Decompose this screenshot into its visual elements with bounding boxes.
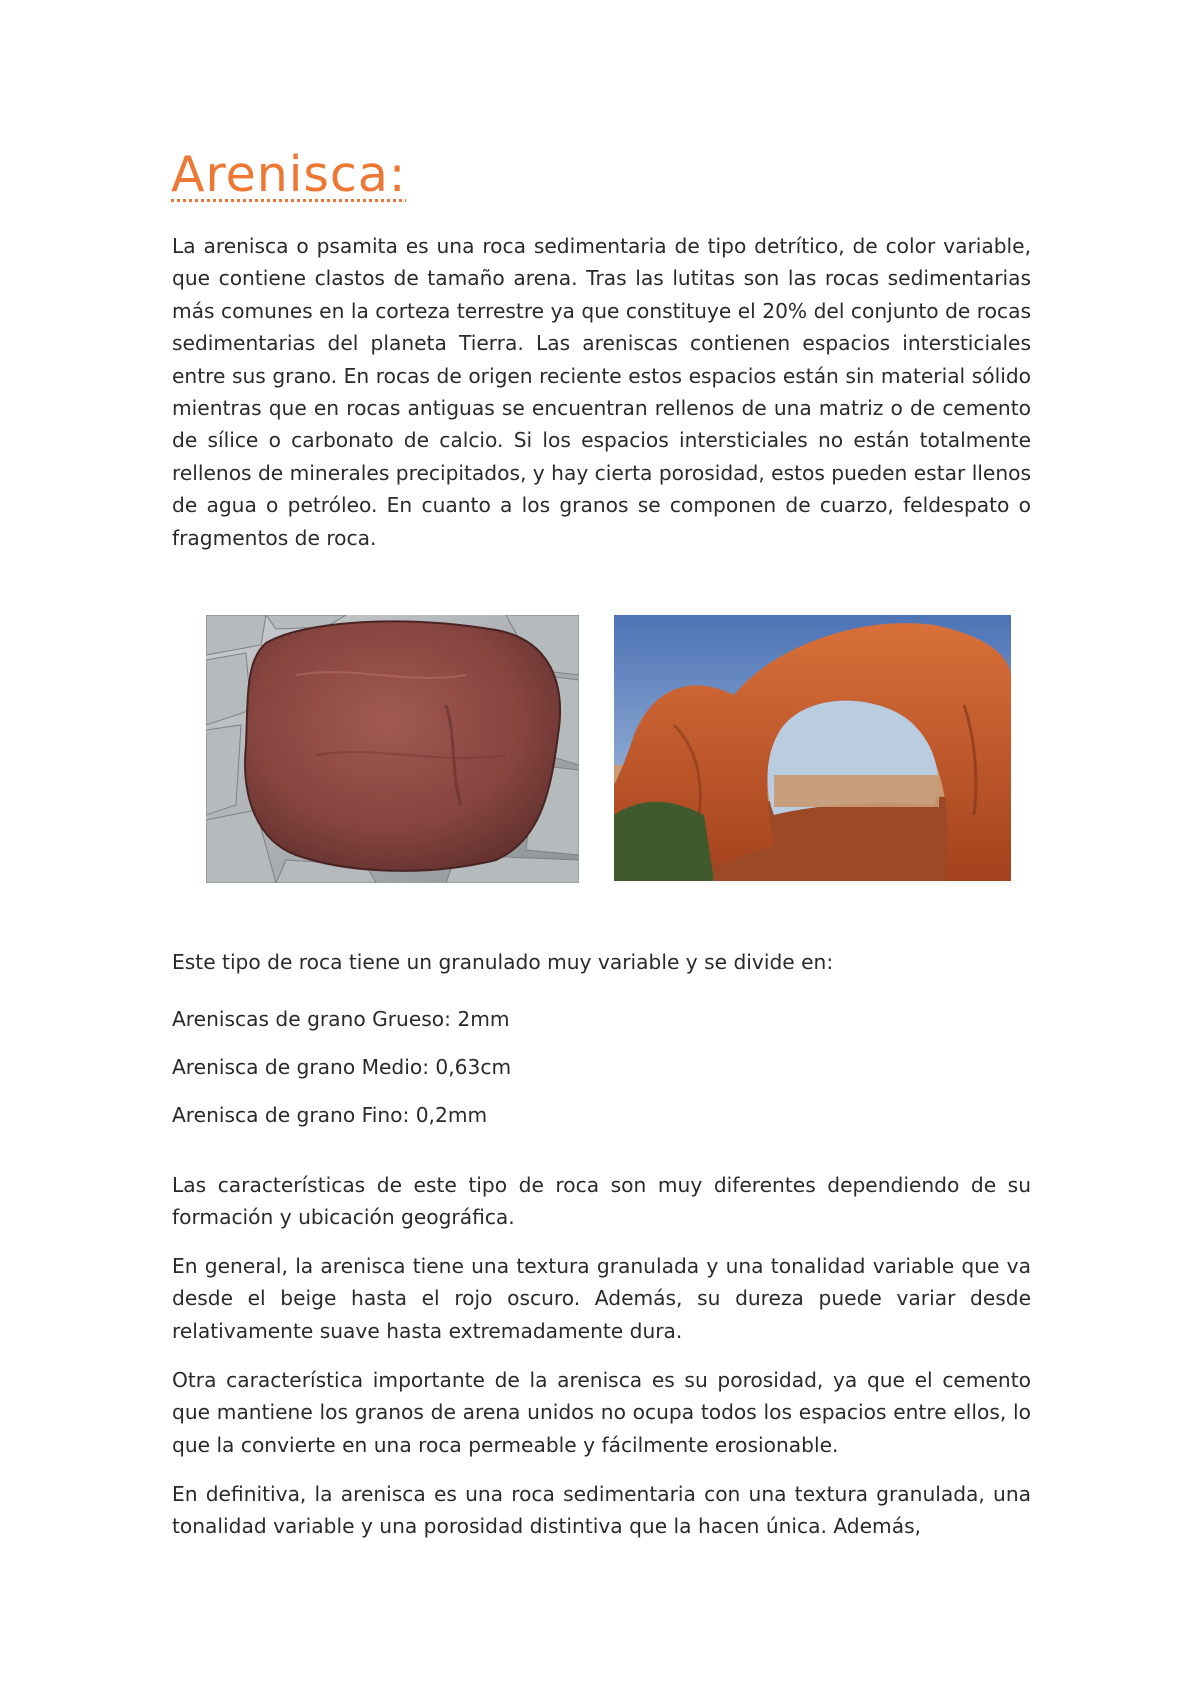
characteristics-paragraph: Las características de este tipo de roca son muy diferentes dependiendo de su formación y ubicación geográfica. [172, 1173, 1031, 1230]
porosity-paragraph: Otra característica importante de la arenisca es su porosidad, ya que el cemento que mantiene los granos de arena unidos no ocupa todos los espacios entre ellos, lo que la convierte en una roca permeable y fácilmente erosionable. [172, 1368, 1031, 1457]
sandstone-rock-photo [206, 615, 579, 883]
page-title: Arenisca: [171, 146, 407, 203]
division-intro: Este tipo de roca tiene un granulado muy variable y se divide en: [172, 950, 834, 974]
list-item: Areniscas de grano Grueso: 2mm [172, 1007, 510, 1031]
list-item: Arenisca de grano Fino: 0,2mm [172, 1103, 488, 1127]
conclusion-paragraph: En definitiva, la arenisca es una roca sedimentaria con una textura granulada, una tonalidad variable y una porosidad distintiva que la hacen única. Además, [172, 1482, 1031, 1539]
texture-paragraph: En general, la arenisca tiene una textura granulada y una tonalidad variable que va desde el beige hasta el rojo oscuro. Además, su dureza puede variar desde relativamente suave hasta extremadamente dura. [172, 1254, 1031, 1343]
list-item: Arenisca de grano Medio: 0,63cm [172, 1055, 512, 1079]
grain-types-list [172, 1003, 511, 1147]
intro-paragraph: La arenisca o psamita es una roca sedimentaria de tipo detrítico, de color variable, que contiene clastos de tamaño arena. Tras las lutitas son las rocas sedimentarias más comunes en la corteza terrestre ya que constituye el 20% del conjunto de rocas sedimentarias del planeta Tierra. Las areniscas contienen espacios intersticiales entre sus grano. En rocas de origen reciente estos espacios están sin material sólido mientras que en rocas antiguas se encuentran rellenos de una matriz o de cemento de sílice o carbonato de calcio. Si los espacios intersticiales no están totalmente rellenos de minerales precipitados, y hay cierta porosidad, estos pueden estar llenos de agua o petróleo. En cuanto a los granos se componen de cuarzo, feldespato o fragmentos de roca. [172, 234, 1032, 550]
sandstone-arch-photo [614, 615, 1011, 881]
